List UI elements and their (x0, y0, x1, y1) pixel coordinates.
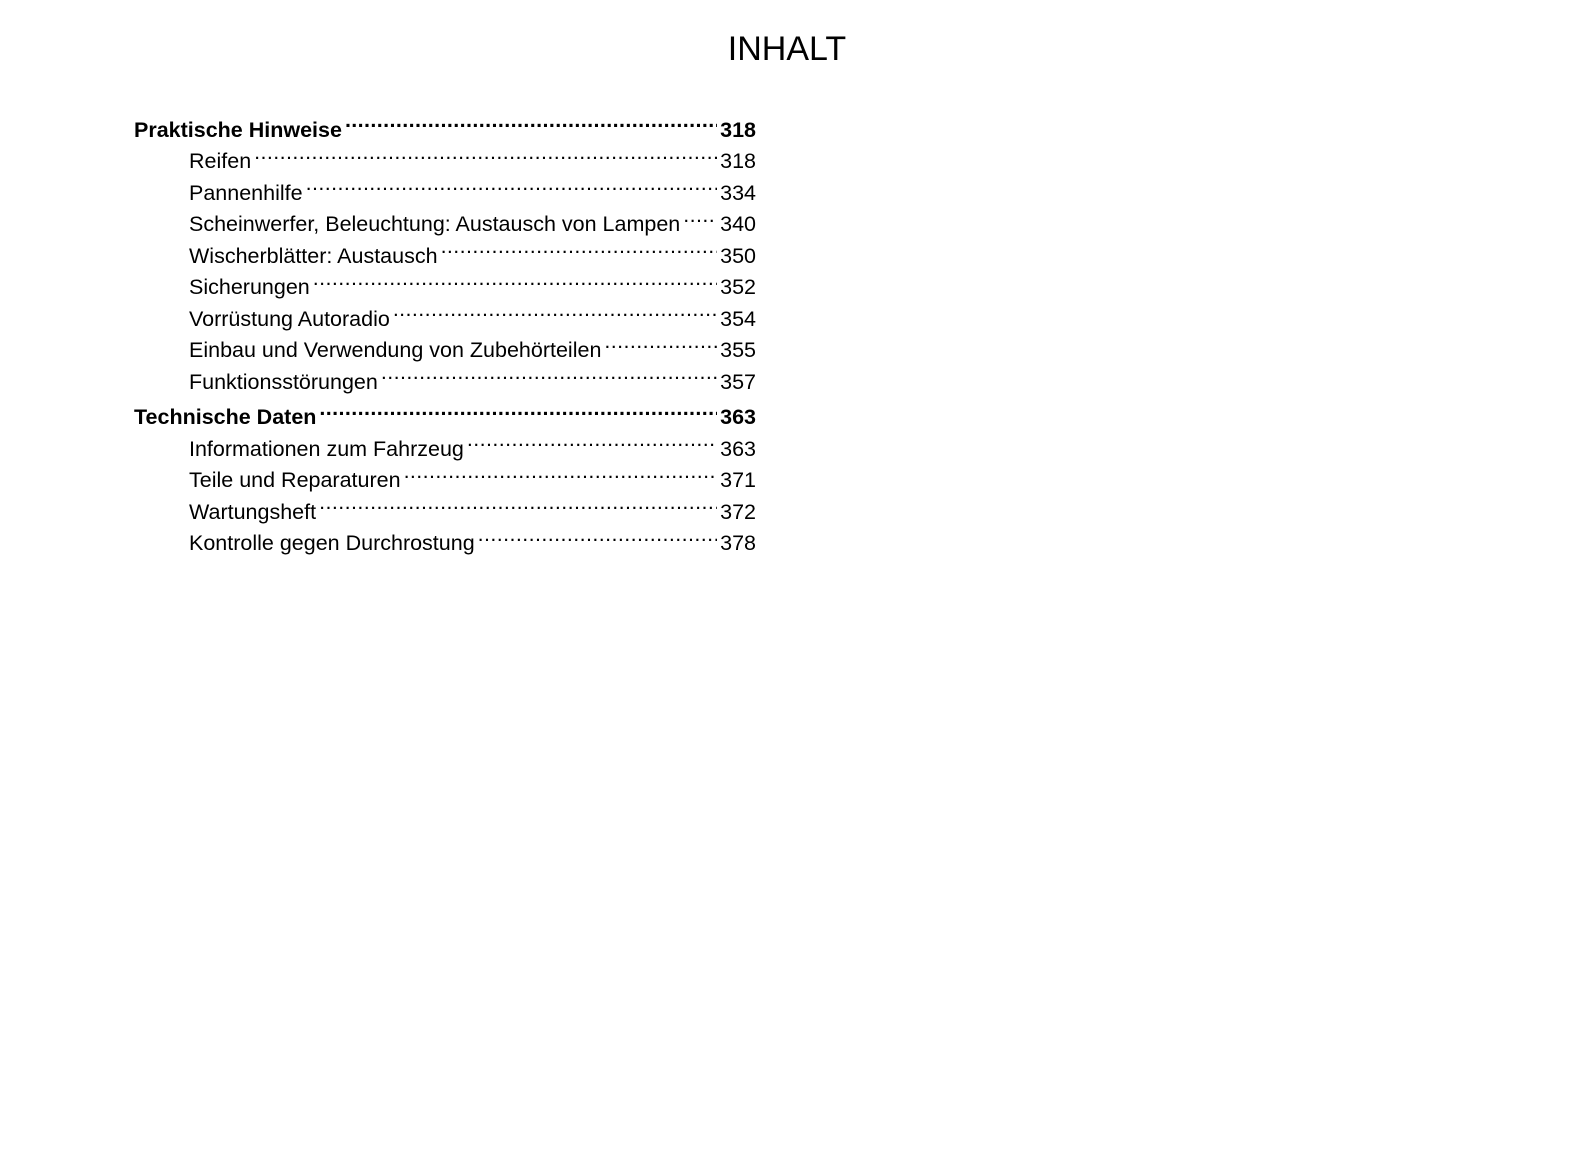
dot-leader (254, 137, 717, 169)
toc-entry-label: Scheinwerfer, Beleuchtung: Austausch von Lampen (189, 212, 681, 236)
toc-page-number: 334 (720, 180, 756, 205)
toc-entry-label: Kontrolle gegen Durchrostung (189, 531, 475, 555)
toc-entry-label: Pannenhilfe (189, 180, 303, 205)
toc-page-number: 318 (720, 117, 756, 142)
toc-page-number: 354 (720, 306, 756, 331)
dot-leader (381, 357, 717, 389)
dot-leader (683, 200, 717, 232)
toc-heading-label: Praktische Hinweise (134, 117, 342, 142)
toc-entry-label: Teile und Reparaturen (189, 468, 401, 492)
toc-page-number: 378 (720, 531, 756, 555)
toc-entry-label: Reifen (189, 149, 252, 173)
toc-page-number: 363 (720, 405, 756, 429)
toc-entry-label: Wartungsheft (189, 499, 317, 524)
toc-section-technische-daten (134, 393, 756, 555)
dot-leader (345, 105, 717, 137)
page-title: INHALT (727, 30, 847, 68)
dot-leader (478, 519, 717, 551)
toc-section-praktische-hinweise (134, 105, 756, 394)
dot-leader (313, 263, 717, 295)
table-of-contents (134, 105, 756, 555)
toc-entry-label: Vorrüstung Autoradio (189, 306, 390, 331)
toc-page-number: 372 (720, 499, 756, 524)
toc-page-number: 357 (720, 369, 756, 394)
dot-leader (604, 326, 717, 358)
dot-leader (404, 456, 718, 488)
toc-page-number: 318 (720, 149, 756, 173)
dot-leader (306, 168, 718, 200)
toc-page-number: 352 (720, 275, 756, 299)
dot-leader (467, 424, 717, 456)
toc-heading-label: Technische Daten (134, 405, 317, 429)
dot-leader (319, 487, 717, 519)
toc-entry-label: Einbau und Verwendung von Zubehörteilen (189, 338, 602, 362)
dot-leader (393, 294, 717, 326)
toc-entry-label: Informationen zum Fahrzeug (189, 436, 464, 461)
toc-page-number: 355 (720, 338, 756, 362)
toc-page-number: 350 (720, 243, 756, 268)
toc-heading[interactable] (134, 105, 756, 142)
toc-page-number: 340 (720, 212, 756, 236)
toc-page-number: 363 (720, 436, 756, 461)
toc-entry-label: Sicherungen (189, 275, 310, 299)
toc-page-number: 371 (720, 468, 756, 492)
toc-entry-label: Wischerblätter: Austausch (189, 243, 438, 268)
toc-entry-label: Funktionsstörungen (189, 369, 378, 394)
dot-leader (441, 231, 718, 263)
dot-leader (319, 393, 717, 425)
